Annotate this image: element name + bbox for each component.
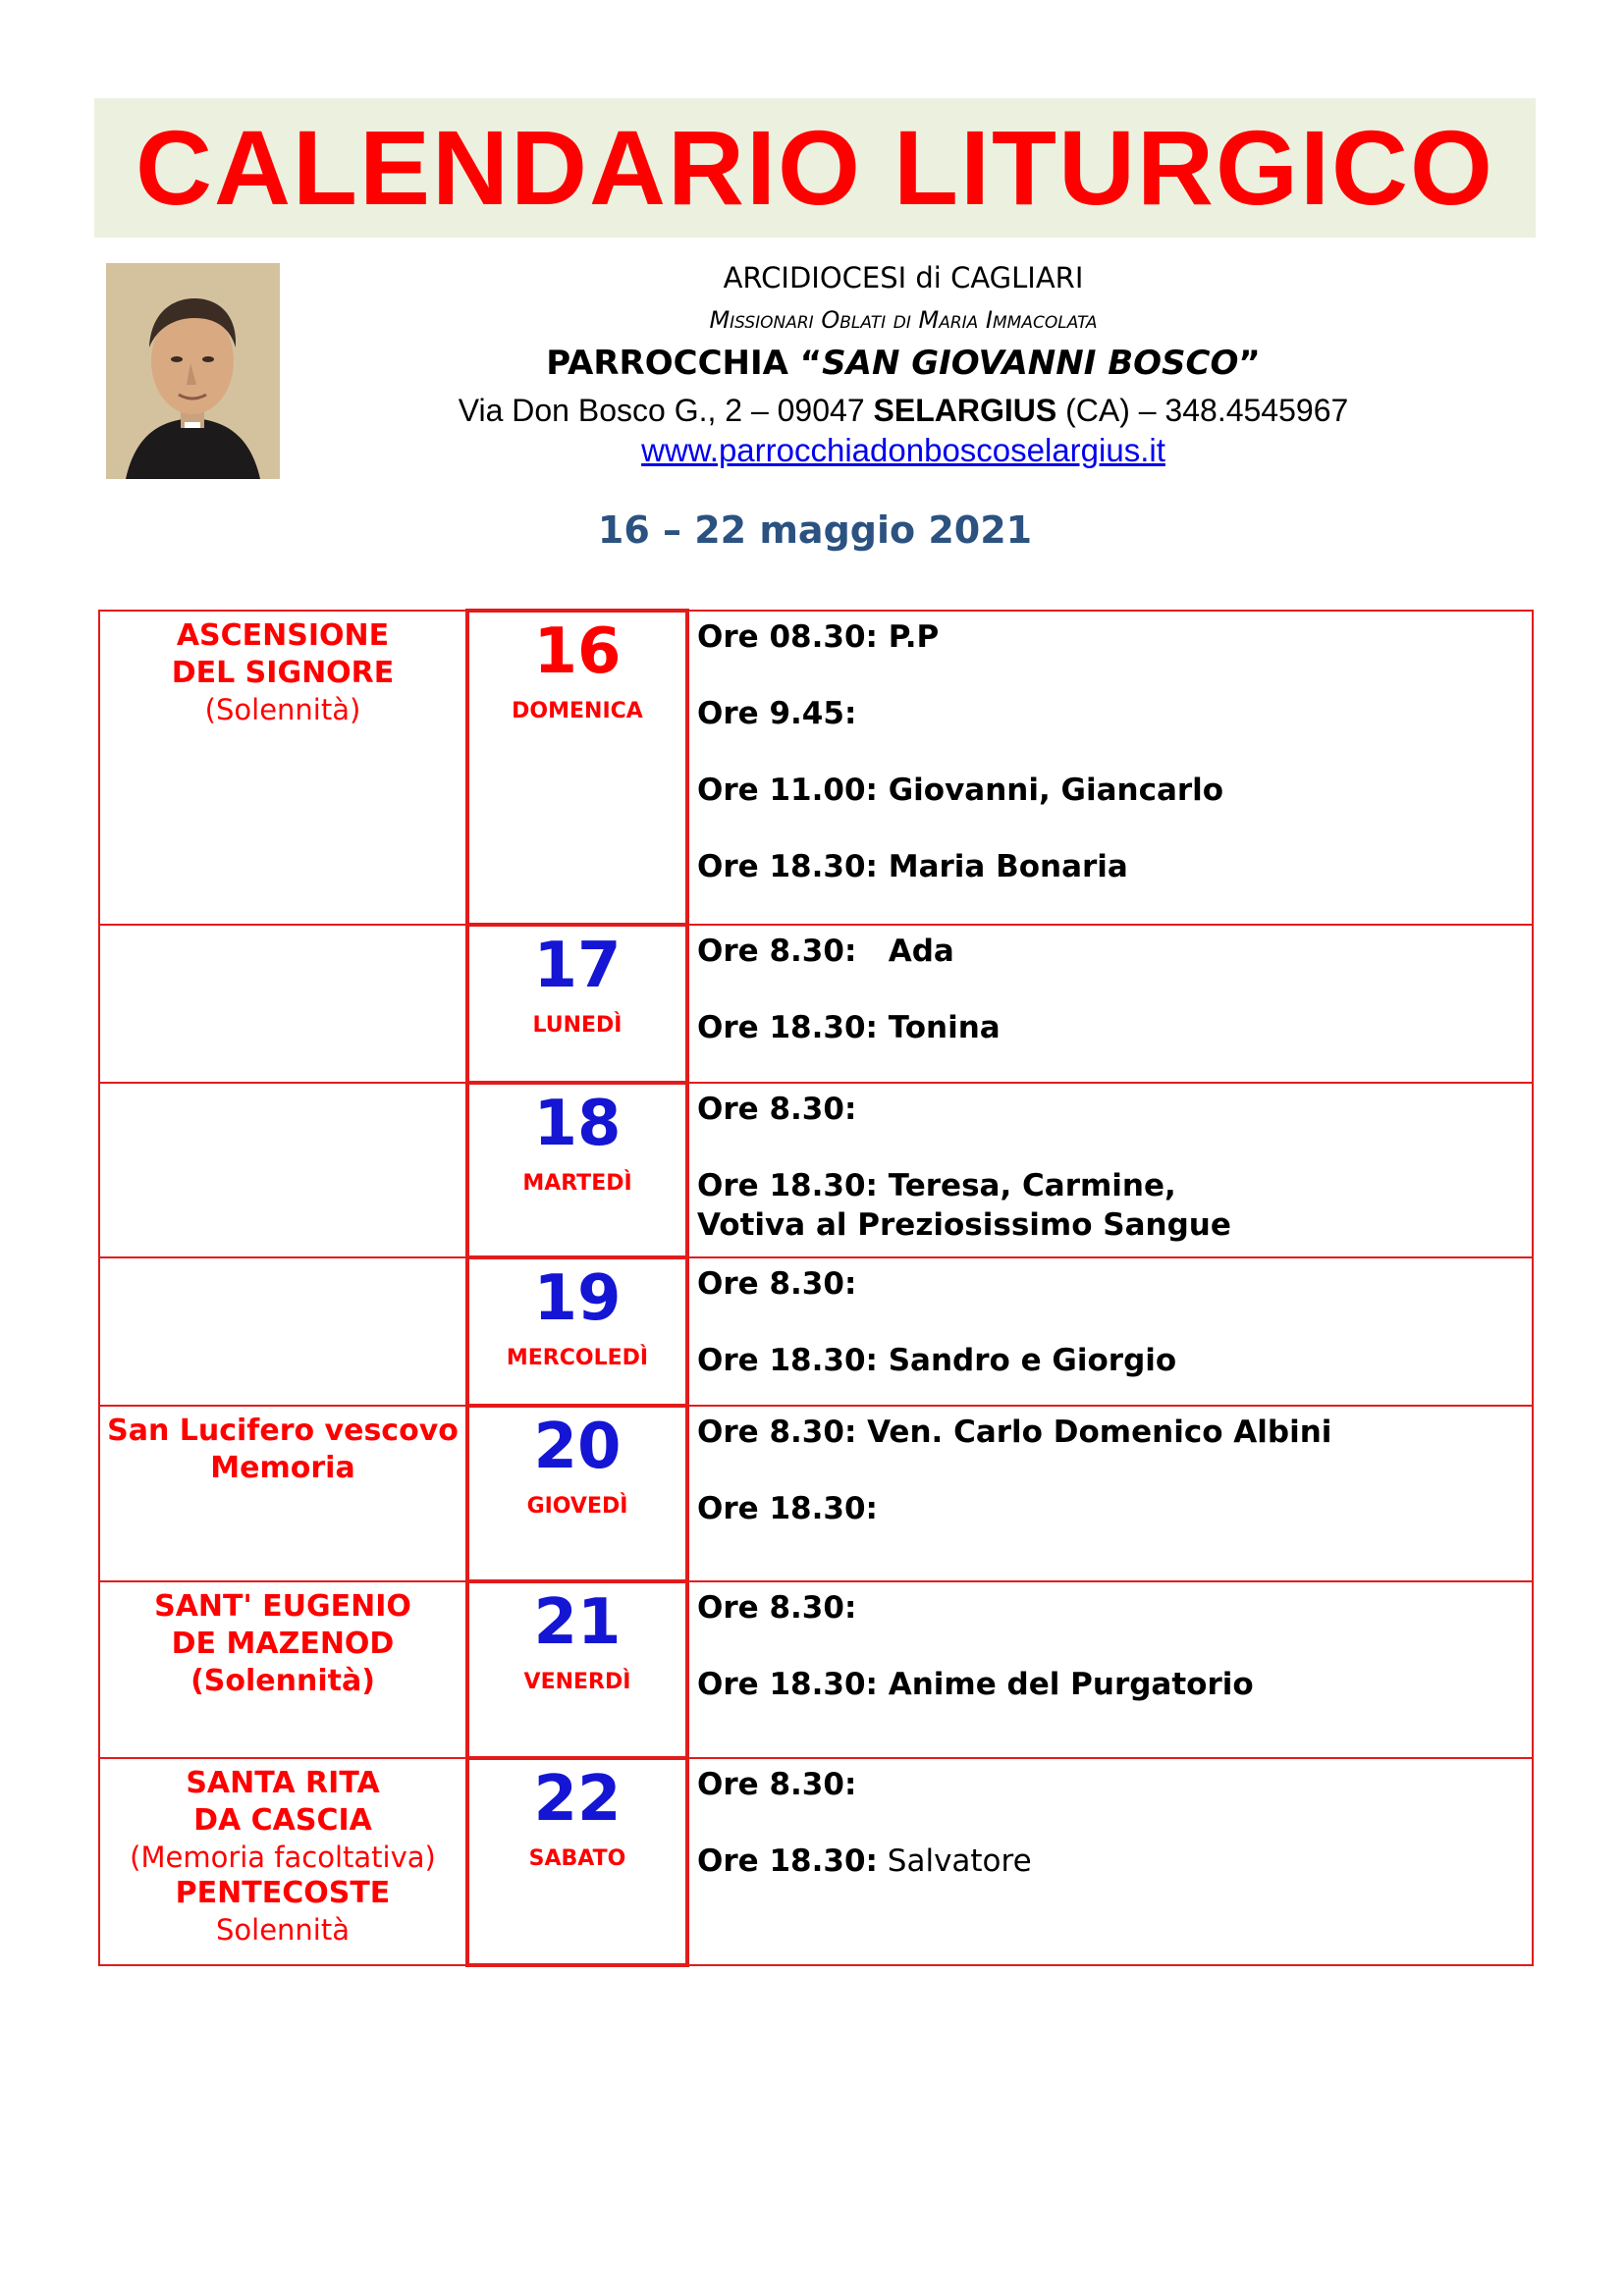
mass-time: Ore 08.30:: [697, 619, 878, 655]
day-number: 18: [533, 1088, 622, 1160]
mass-entry: [697, 1413, 1532, 1452]
day-name: MARTEDÌ: [522, 1171, 632, 1196]
mass-entry: [697, 1341, 1532, 1380]
address-post: (CA) – 348.4545967: [1056, 393, 1349, 428]
mass-time: Ore 18.30:: [697, 1843, 878, 1879]
day-number: 21: [533, 1586, 622, 1659]
masses-cell: [687, 1257, 1533, 1406]
mass-time: Ore 8.30:: [697, 1590, 857, 1626]
masses-cell: [687, 1581, 1533, 1758]
day-name: SABATO: [528, 1846, 626, 1871]
mass-entry: [697, 932, 1532, 971]
mass-time: Ore 8.30:: [697, 1767, 857, 1802]
masses-cell: [687, 611, 1533, 925]
feast-line: PENTECOSTE: [175, 1876, 391, 1910]
feast-line: Memoria: [210, 1451, 355, 1485]
mass-entry: [697, 694, 1532, 733]
mass-intention: Giovanni, Giancarlo: [877, 773, 1224, 808]
feast-cell: [99, 1257, 467, 1406]
feast-line: San Lucifero vescovo: [107, 1414, 459, 1448]
table-row: [99, 1758, 1533, 1965]
feast-cell: [99, 925, 467, 1083]
day-cell: [467, 1257, 687, 1406]
feast-line: DE MAZENOD: [171, 1627, 395, 1661]
mass-intention: Salvatore: [877, 1843, 1032, 1879]
day-name: MERCOLEDÌ: [506, 1346, 649, 1370]
calendar-table: [98, 609, 1534, 1967]
day-number: 16: [533, 615, 622, 688]
parish-line: [412, 344, 1394, 383]
feast-line: (Solennità): [190, 1664, 375, 1698]
feast-line: SANT' EUGENIO: [154, 1589, 411, 1624]
day-number: 20: [533, 1411, 622, 1483]
table-row: [99, 1257, 1533, 1406]
mass-time: Ore 18.30:: [697, 1168, 878, 1203]
parish-name: SAN GIOVANNI BOSCO: [822, 344, 1239, 383]
feast-cell: [99, 1758, 467, 1965]
day-number: 22: [533, 1763, 622, 1836]
masses-cell: [687, 1758, 1533, 1965]
feast-cell: [99, 611, 467, 925]
mass-intention: P.P: [877, 619, 940, 655]
mass-entry: [697, 847, 1532, 886]
mass-time: Ore 18.30:: [697, 1343, 878, 1378]
feast-line: ASCENSIONE: [176, 618, 390, 653]
day-number: 19: [533, 1262, 622, 1335]
day-cell: [467, 1758, 687, 1965]
masses-cell: [687, 925, 1533, 1083]
mass-time: Ore 18.30:: [697, 849, 878, 884]
feast-line: Solennità: [215, 1913, 350, 1947]
mass-time: Ore 8.30:: [697, 1092, 857, 1127]
feast-cell: [99, 1581, 467, 1758]
feast-cell: [99, 1083, 467, 1257]
feast-cell: [99, 1406, 467, 1581]
day-cell: [467, 1581, 687, 1758]
table-row: [99, 611, 1533, 925]
mass-entry: [697, 1090, 1532, 1129]
mass-time: Ore 18.30:: [697, 1491, 878, 1526]
portrait-image: [106, 263, 280, 479]
table-row: [99, 1581, 1533, 1758]
mass-entry: [697, 1842, 1532, 1881]
mass-entry: [697, 1665, 1532, 1704]
parish-suffix: ”: [1238, 344, 1261, 383]
mass-intention: Sandro e Giorgio: [877, 1343, 1177, 1378]
address-line: [412, 393, 1394, 429]
mass-entry: [697, 771, 1532, 810]
address-town: SELARGIUS: [873, 393, 1057, 428]
address-pre: Via Don Bosco G., 2 – 09047: [458, 393, 874, 428]
mass-intention: Teresa, Carmine,: [877, 1168, 1176, 1203]
mass-time: Ore 11.00:: [697, 773, 878, 808]
mass-intention: Maria Bonaria: [877, 849, 1128, 884]
mass-intention: Tonina: [877, 1010, 1001, 1045]
masses-cell: [687, 1083, 1533, 1257]
day-name: LUNEDÌ: [532, 1013, 623, 1038]
day-cell: [467, 1083, 687, 1257]
mass-time: Ore 8.30:: [697, 1415, 857, 1450]
missionari-line: Missionari Oblati di Maria Immacolata: [709, 306, 1098, 334]
mass-intention: Ven. Carlo Domenico Albini: [856, 1415, 1332, 1450]
mass-intention: Anime del Purgatorio: [877, 1667, 1254, 1702]
day-name: GIOVEDÌ: [526, 1494, 628, 1519]
feast-line: (Solennità): [204, 693, 361, 726]
page-title: CALENDARIO LITURGICO: [135, 108, 1494, 227]
archdiocese-line: ARCIDIOCESI di CAGLIARI: [723, 261, 1084, 294]
parish-prefix: PARROCCHIA “: [546, 344, 823, 383]
mass-entry: [697, 1588, 1532, 1628]
mass-entry: [697, 1765, 1532, 1804]
mass-entry: [697, 1489, 1532, 1528]
date-range: 16 – 22 maggio 2021: [597, 508, 1033, 552]
day-name: DOMENICA: [512, 699, 643, 723]
feast-line: (Memoria facoltativa): [130, 1841, 436, 1874]
mass-time: Ore 9.45:: [697, 696, 857, 731]
mass-entry: [697, 1008, 1532, 1047]
table-row: [99, 1406, 1533, 1581]
day-cell: [467, 611, 687, 925]
day-name: VENERDÌ: [523, 1670, 631, 1694]
table-row: [99, 925, 1533, 1083]
mass-entry: [697, 1166, 1532, 1245]
day-cell: [467, 925, 687, 1083]
day-number: 17: [533, 930, 622, 1002]
title-band: [94, 98, 1536, 238]
masses-cell: [687, 1406, 1533, 1581]
mass-time: Ore 18.30:: [697, 1010, 878, 1045]
day-cell: [467, 1406, 687, 1581]
website-link[interactable]: www.parrocchiadonboscoselargius.it: [641, 432, 1165, 468]
feast-line: DA CASCIA: [193, 1803, 372, 1838]
mass-intention-line2: Votiva al Preziosissimo Sangue: [697, 1207, 1231, 1243]
portrait-icon: [106, 263, 280, 479]
mass-time: Ore 8.30:: [697, 934, 857, 969]
feast-line: DEL SIGNORE: [171, 656, 395, 690]
feast-line: SANTA RITA: [186, 1766, 380, 1800]
mass-intention: Ada: [856, 934, 954, 969]
table-row: [99, 1083, 1533, 1257]
mass-entry: [697, 1264, 1532, 1304]
mass-time: Ore 18.30:: [697, 1667, 878, 1702]
mass-time: Ore 8.30:: [697, 1266, 857, 1302]
mass-entry: [697, 617, 1532, 657]
